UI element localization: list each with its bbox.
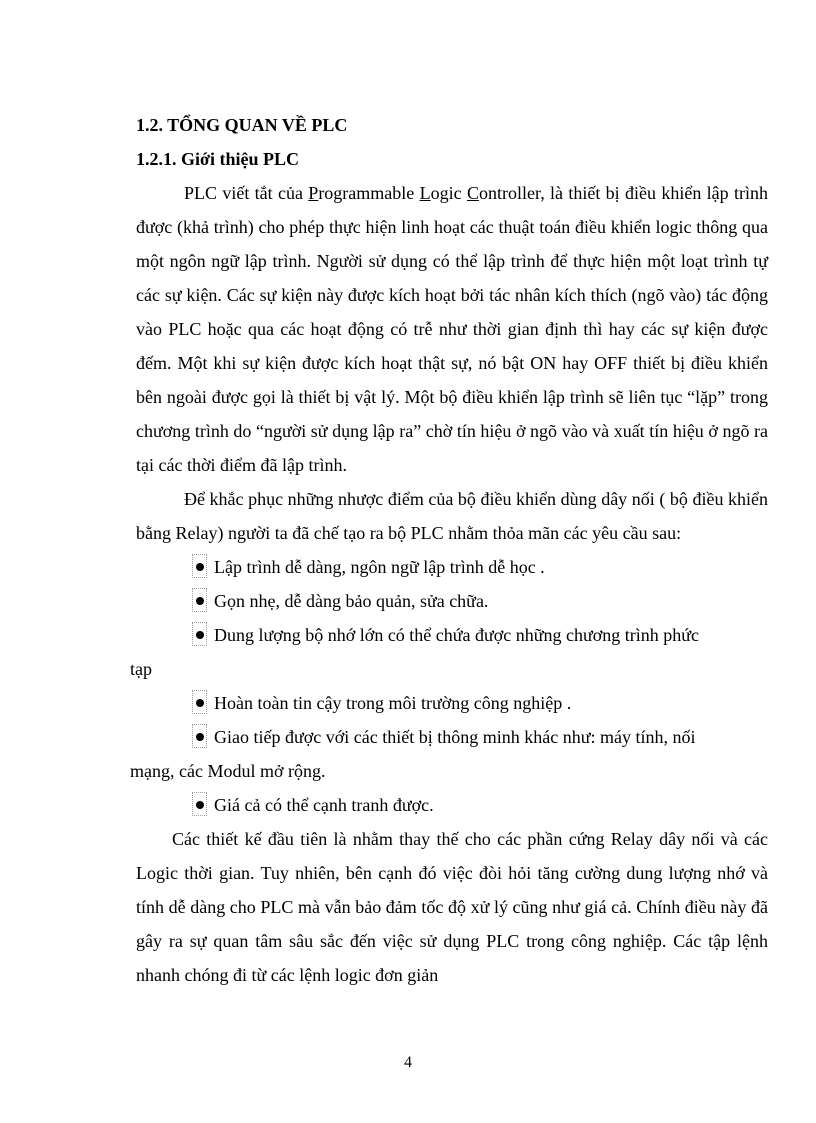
page-number: 4	[404, 1054, 412, 1071]
bullet-icon	[192, 788, 208, 822]
list-item-continuation: mạng, các Modul mở rộng.	[130, 761, 326, 781]
bullet-icon	[192, 550, 208, 584]
page-content	[130, 108, 768, 992]
l-initial: L	[419, 183, 431, 203]
list-item	[130, 618, 768, 686]
list-item-text: Giá cả có thể cạnh tranh được.	[214, 795, 434, 815]
p-initial: P	[308, 183, 319, 203]
list-item-text: Gọn nhẹ, dễ dàng bảo quản, sửa chữa.	[214, 591, 489, 611]
list-item	[130, 720, 768, 788]
subsection-heading: 1.2.1. Giới thiệu PLC	[136, 149, 299, 169]
bullet-icon	[192, 618, 208, 652]
intro-paragraph	[136, 176, 768, 482]
c-initial: C	[466, 183, 479, 203]
list-item-text: Hoàn toàn tin cậy trong môi trường công nghiệp .	[214, 693, 572, 713]
requirements-list	[130, 550, 768, 822]
history-paragraph: Các thiết kế đầu tiên là nhằm thay thế cho các phần cứng Relay dây nối và các Logic thời gian. Tuy nhiên, bên cạnh đó việc đòi hỏi tăng cường dung lượng nhớ và tính dễ dàng cho PLC mà vẫn bảo đảm tốc độ xử lý cũng như giá cả. Chính điều này đã gây ra sự quan tâm sâu sắc đến việc sử dụng PLC trong công nghiệp. Các tập lệnh nhanh chóng đi từ các lệnh logic đơn giản	[136, 829, 768, 985]
l-rest: ogic	[430, 183, 467, 203]
requirements-paragraph: Để khắc phục những nhược điểm của bộ điều khiển dùng dây nối ( bộ điều khiển bằng Relay) người ta đã chế tạo ra bộ PLC nhằm thỏa mãn các yêu cầu sau:	[136, 489, 768, 543]
intro-suffix: ontroller, là thiết bị điều khiển lập trình được (khả trình) cho phép thực hiện linh hoạt các thuật toán điều khiển logic thông qua một ngôn ngữ lập trình. Người sử dụng có thể lập trình để thực hiện một loạt trình tự các sự kiện. Các sự kiện này được kích hoạt bởi tác nhân kích thích (ngõ vào) tác động vào PLC hoặc qua các hoạt động có trễ như thời gian định thì hay các sự kiện được đếm. Một khi sự kiện được kích hoạt thật sự, nó bật ON hay OFF thiết bị điều khiển bên ngoài được gọi là thiết bị vật lý. Một bộ điều khiển lập trình sẽ liên tục “lặp” trong chương trình do “người sử dụng lập ra” chờ tín hiệu ở ngõ vào và xuất tín hiệu ở ngõ ra tại các thời điểm đã lập trình.	[136, 183, 768, 475]
bullet-icon	[192, 686, 208, 720]
list-item	[136, 584, 768, 618]
list-item-continuation: tạp	[130, 659, 152, 679]
list-item-text: Lập trình dễ dàng, ngôn ngữ lập trình dễ học .	[214, 557, 545, 577]
intro-prefix: PLC viết tắt của	[184, 183, 309, 203]
list-item-text: Giao tiếp được với các thiết bị thông minh khác như: máy tính, nối	[214, 727, 696, 747]
list-item	[136, 686, 768, 720]
list-item	[136, 550, 768, 584]
p-rest: rogrammable	[318, 183, 420, 203]
list-item-text: Dung lượng bộ nhớ lớn có thể chứa được những chương trình phức	[214, 625, 700, 645]
bullet-icon	[192, 584, 208, 618]
bullet-icon	[192, 720, 208, 754]
list-item	[136, 788, 768, 822]
section-heading: 1.2. TỔNG QUAN VỀ PLC	[136, 115, 348, 135]
